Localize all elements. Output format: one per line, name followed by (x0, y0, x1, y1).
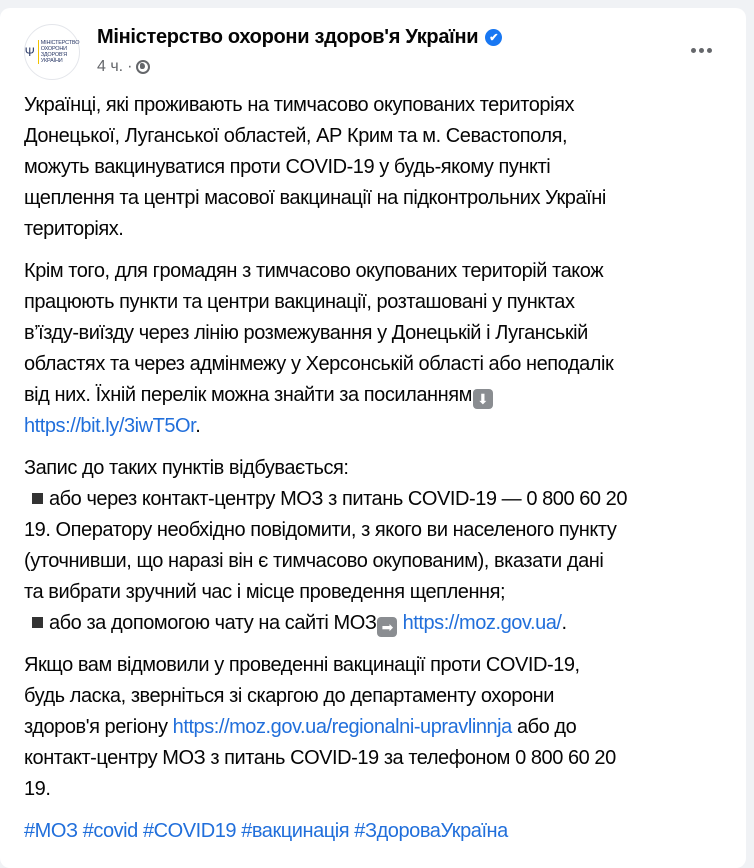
text-segment: або за допомогою чату на сайті МОЗ (49, 612, 377, 634)
text-segment: 19. (24, 778, 51, 800)
text-segment: або до (511, 716, 577, 738)
dot-icon (691, 48, 696, 53)
text-line (24, 318, 724, 349)
text-segment: (уточнивши, що наразі він є тимчасово окупованим), вказати дані (24, 550, 604, 572)
text-line (24, 256, 724, 287)
hashtag-link[interactable]: #covid (82, 820, 138, 842)
text-segment: . (195, 415, 201, 437)
text-segment: будь ласка, зверніться зі скаргою до департаменту охорони (24, 685, 554, 707)
text-line (24, 90, 724, 121)
text-segment: Якщо вам відмовили у проведенні вакцинації проти COVID-19, (24, 654, 580, 676)
separator: · (127, 58, 133, 75)
logo-line: МІНІСТЕРСТВО (40, 40, 80, 46)
text-line (24, 608, 724, 639)
trident-icon: Ψ (24, 45, 35, 59)
author-row (97, 26, 502, 49)
text-line (24, 515, 724, 546)
verified-badge-icon: ✔ (485, 29, 502, 46)
text-line (24, 152, 724, 183)
text-line (24, 712, 724, 743)
post-time[interactable]: 4 ч. (97, 58, 124, 75)
text-line (24, 287, 724, 318)
text-segment: щеплення та центрі масової вакцинації на підконтрольних Україні (24, 187, 606, 209)
text-segment: контакт-центру МОЗ з питань COVID-19 за телефоном 0 800 60 20 (24, 747, 616, 769)
logo-line: ОХОРОНИ (40, 46, 67, 52)
text-segment: . (561, 612, 567, 634)
text-segment: від них. Їхній перелік можна знайти за посиланням (24, 384, 472, 406)
text-segment: можуть вакцинуватися проти COVID-19 у будь-якому пункті (24, 156, 551, 178)
dot-icon (707, 48, 712, 53)
text-segment: Українці, які проживають на тимчасово окупованих територіях (24, 94, 575, 116)
text-segment: Запис до таких пунктів відбувається: (24, 457, 349, 479)
text-line (24, 816, 724, 847)
url-link[interactable]: https://moz.gov.ua/ (402, 612, 562, 634)
author-name[interactable]: Міністерство охорони здоров'я України (97, 26, 479, 48)
text-segment: 19. Оператору необхідно повідомити, з якого ви населеного пункту (24, 519, 617, 541)
post-meta (97, 58, 150, 76)
dot-icon (699, 48, 704, 53)
text-segment: або через контакт-центру МОЗ з питань COVID-19 — 0 800 60 20 (49, 488, 628, 510)
post-text (24, 90, 724, 858)
text-segment: працюють пункти та центри вакцинації, розташовані у пунктах (24, 291, 575, 313)
text-line (24, 183, 724, 214)
text-segment: Донецької, Луганської областей, АР Крим та м. Севастополя, (24, 125, 568, 147)
text-segment: в’їзду-виїзду через лінію розмежування у Донецькій і Луганській (24, 322, 588, 344)
black-square-icon (32, 617, 43, 628)
paragraph (24, 453, 724, 639)
text-line (24, 380, 724, 411)
paragraph (24, 650, 724, 805)
page-avatar[interactable] (24, 24, 80, 80)
arrow-down-emoji-icon: ⬇ (473, 389, 493, 409)
paragraph (24, 90, 724, 245)
text-line (24, 411, 724, 442)
text-line (24, 650, 724, 681)
text-segment: територіях. (24, 218, 124, 240)
text-line (24, 484, 724, 515)
black-square-icon (32, 493, 43, 504)
hashtag-link[interactable]: #МОЗ (24, 820, 78, 842)
arrow-right-emoji-icon: ➡ (377, 617, 397, 637)
globe-icon (136, 60, 150, 74)
text-segment: областях та через адмінмежу у Херсонській області або неподалік (24, 353, 614, 375)
logo-line: УКРАЇНИ (40, 58, 63, 64)
text-line (24, 546, 724, 577)
paragraph (24, 816, 724, 847)
text-line (24, 577, 724, 608)
text-line (24, 214, 724, 245)
more-options-button[interactable] (686, 38, 716, 62)
paragraph (24, 256, 724, 442)
logo-text (38, 40, 80, 64)
text-line (24, 681, 724, 712)
text-segment: та вибрати зручний час і місце проведення щеплення; (24, 581, 506, 603)
logo-line: ЗДОРОВ'Я (40, 52, 67, 58)
text-line (24, 453, 724, 484)
text-segment: здоров'я регіону (24, 716, 173, 738)
text-segment: Крім того, для громадян з тимчасово окупованих територій також (24, 260, 604, 282)
text-line (24, 349, 724, 380)
hashtag-link[interactable]: #COVID19 (142, 820, 237, 842)
post-card (0, 8, 746, 868)
url-link[interactable]: https://bit.ly/3iwT5Or (24, 415, 196, 437)
url-link[interactable]: https://moz.gov.ua/regionalni-upravlinnja (172, 716, 512, 738)
text-line (24, 121, 724, 152)
text-line (24, 774, 724, 805)
text-line (24, 743, 724, 774)
hashtag-link[interactable]: #ЗдороваУкраїна (354, 820, 508, 842)
hashtag-link[interactable]: #вакцинація (241, 820, 350, 842)
